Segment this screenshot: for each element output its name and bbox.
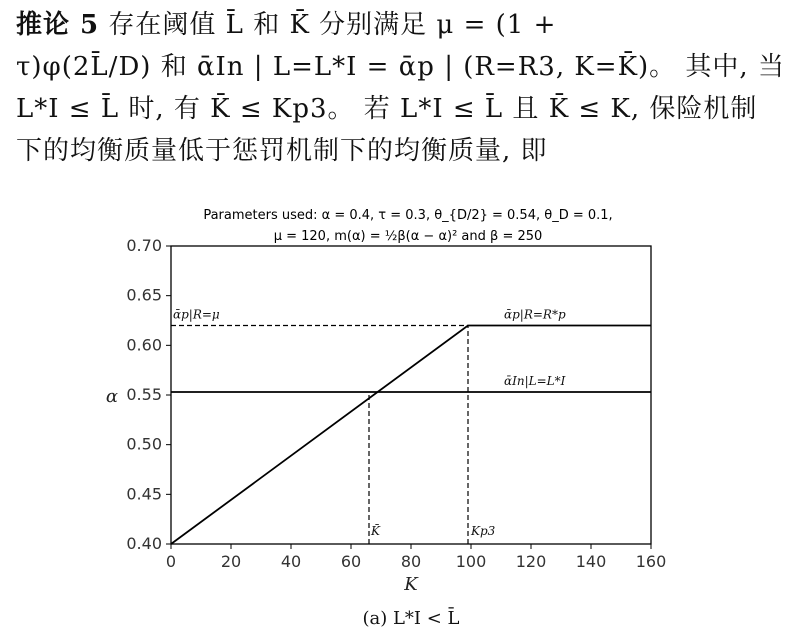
figure-caption: (a) L*I < L̄ <box>362 608 460 629</box>
annotation-k-bar: K̄ <box>371 524 380 538</box>
x-tick-label: 20 <box>220 552 242 571</box>
chart-title-line-2: μ = 120, m(α) = ½β(α − α)² and β = 250 <box>273 229 543 244</box>
axis-ticks <box>126 236 666 571</box>
plot-frame <box>171 246 651 544</box>
text-line-2: τ)φ(2L̄/D) 和 ᾱIn | L=L*I = ᾱp | (R=R3, K=K̄)。 其中, 当 <box>16 52 785 82</box>
y-tick-label: 0.55 <box>126 385 162 404</box>
chart-title-line-1: Parameters used: α = 0.4, τ = 0.3, θ_{D/2} = 0.54, θ_D = 0.1, <box>203 208 613 223</box>
y-tick-label: 0.40 <box>126 534 162 553</box>
annotation-k-p3: Kp3 <box>471 524 496 538</box>
y-tick-label: 0.45 <box>126 484 162 504</box>
text-line-1-body: 存在阈值 L̄ 和 K̄ 分别满足 μ = (1 + <box>108 10 557 40</box>
x-tick-label: 100 <box>455 552 487 571</box>
corollary-label: 推论 5 <box>16 10 100 40</box>
y-tick-label: 0.50 <box>126 434 162 454</box>
x-tick-label: 0 <box>165 552 177 571</box>
annotation-alpha-in: ᾱIn|L=L*I <box>504 374 566 389</box>
y-tick-label: 0.60 <box>126 335 162 355</box>
x-tick-label: 140 <box>575 552 607 571</box>
x-tick-label: 60 <box>340 552 362 571</box>
x-tick-label: 160 <box>635 552 667 571</box>
x-axis-label: K <box>404 574 418 595</box>
annotation-alpha-p-r-mu: ᾱp|R=μ <box>173 307 220 322</box>
series-line-0 <box>171 326 651 545</box>
x-tick-label: 80 <box>400 552 422 571</box>
text-line-4: 下的均衡质量低于惩罚机制下的均衡质量, 即 <box>16 136 548 166</box>
x-tick-label: 40 <box>280 552 302 571</box>
annotation-alpha-p-r-rp: ᾱp|R=R*p <box>504 307 566 322</box>
series-group <box>171 326 651 545</box>
x-tick-label: 120 <box>515 552 547 571</box>
y-tick-label: 0.65 <box>126 285 162 305</box>
y-axis-label: α <box>105 386 119 407</box>
y-tick-label: 0.70 <box>126 236 162 255</box>
text-line-3: L*I ≤ L̄ 时, 有 K̄ ≤ Kp3。 若 L*I ≤ L̄ 且 K̄ ≤ K, 保险机制 <box>16 94 758 124</box>
